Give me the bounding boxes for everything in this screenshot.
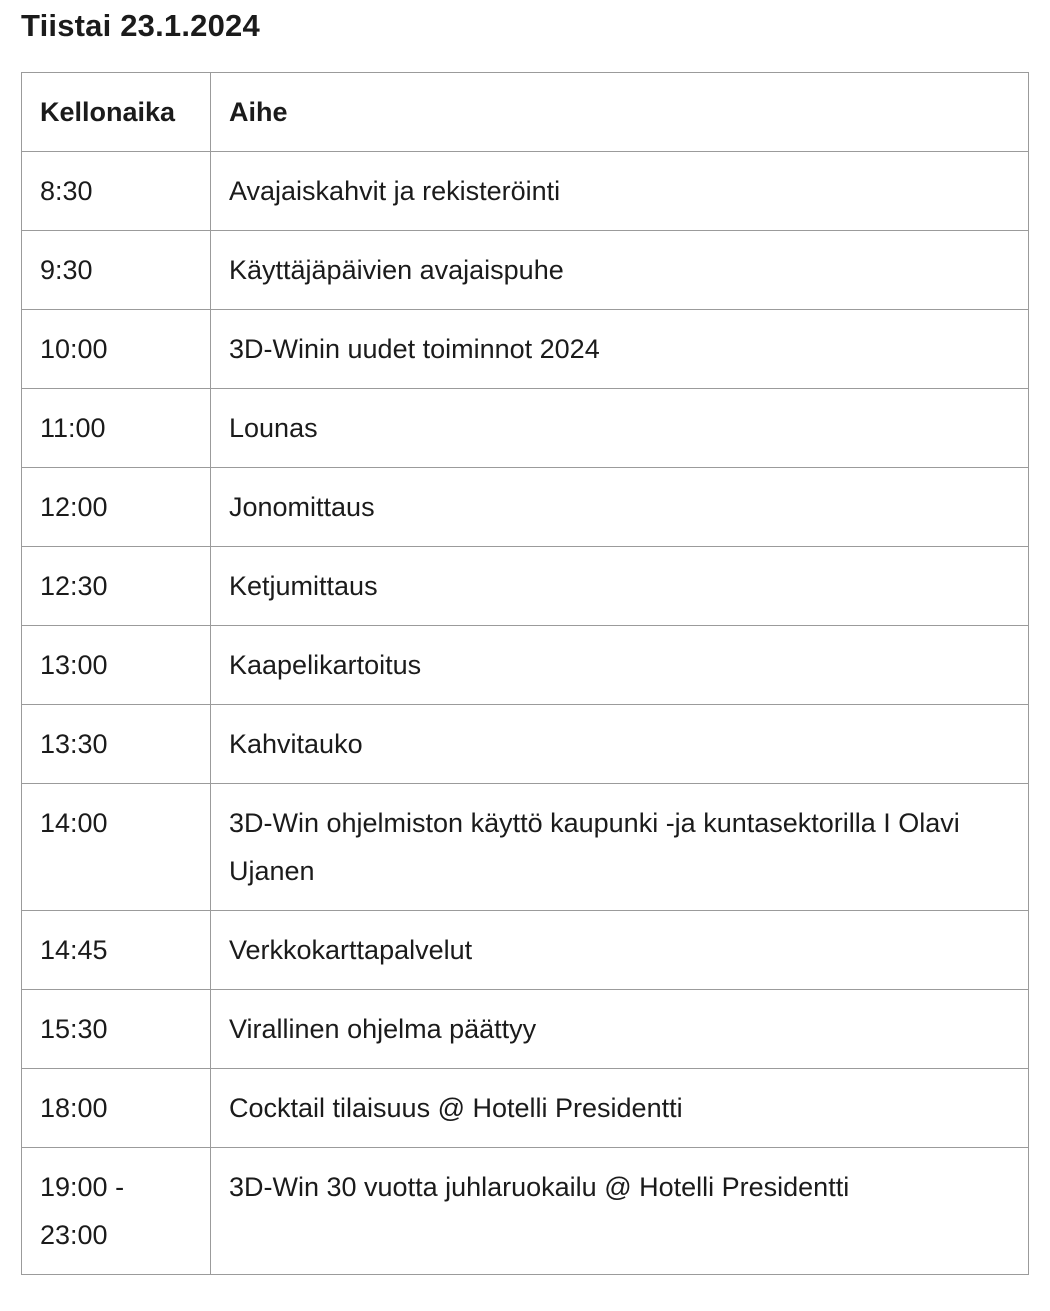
time-cell: 14:45 xyxy=(22,911,211,990)
topic-cell: Käyttäjäpäivien avajaispuhe xyxy=(211,231,1029,310)
table-row xyxy=(22,705,1029,784)
topic-cell: Verkkokarttapalvelut xyxy=(211,911,1029,990)
time-cell: 9:30 xyxy=(22,231,211,310)
time-cell: 13:30 xyxy=(22,705,211,784)
table-row xyxy=(22,547,1029,626)
table-row xyxy=(22,310,1029,389)
time-cell: 13:00 xyxy=(22,626,211,705)
topic-cell: Avajaiskahvit ja rekisteröinti xyxy=(211,152,1029,231)
column-header-topic: Aihe xyxy=(211,73,1029,152)
schedule-table-header xyxy=(22,73,1029,152)
table-row xyxy=(22,911,1029,990)
time-cell: 8:30 xyxy=(22,152,211,231)
table-row xyxy=(22,1148,1029,1275)
topic-cell: Ketjumittaus xyxy=(211,547,1029,626)
table-row xyxy=(22,152,1029,231)
table-row xyxy=(22,231,1029,310)
page-title: Tiistai 23.1.2024 xyxy=(21,8,260,43)
time-cell: 10:00 xyxy=(22,310,211,389)
time-cell: 18:00 xyxy=(22,1069,211,1148)
time-cell: 12:00 xyxy=(22,468,211,547)
table-row xyxy=(22,1069,1029,1148)
time-cell: 14:00 xyxy=(22,784,211,911)
table-row xyxy=(22,468,1029,547)
topic-cell: Virallinen ohjelma päättyy xyxy=(211,990,1029,1069)
column-header-time: Kellonaika xyxy=(22,73,211,152)
topic-cell: Cocktail tilaisuus @ Hotelli Presidentti xyxy=(211,1069,1029,1148)
table-row xyxy=(22,389,1029,468)
table-row xyxy=(22,626,1029,705)
topic-cell: Jonomittaus xyxy=(211,468,1029,547)
schedule-table-body xyxy=(22,152,1029,1275)
time-cell: 11:00 xyxy=(22,389,211,468)
schedule-table xyxy=(21,72,1029,1275)
time-cell: 15:30 xyxy=(22,990,211,1069)
topic-cell: Kaapelikartoitus xyxy=(211,626,1029,705)
topic-cell: 3D-Winin uudet toiminnot 2024 xyxy=(211,310,1029,389)
table-row xyxy=(22,784,1029,911)
topic-cell: Lounas xyxy=(211,389,1029,468)
time-cell: 12:30 xyxy=(22,547,211,626)
topic-cell: 3D-Win ohjelmiston käyttö kaupunki -ja kuntasektorilla I Olavi Ujanen xyxy=(211,784,1029,911)
table-row xyxy=(22,990,1029,1069)
topic-cell: Kahvitauko xyxy=(211,705,1029,784)
time-cell: 19:00 - 23:00 xyxy=(22,1148,211,1275)
header-row xyxy=(22,73,1029,152)
topic-cell: 3D-Win 30 vuotta juhlaruokailu @ Hotelli Presidentti xyxy=(211,1148,1029,1275)
